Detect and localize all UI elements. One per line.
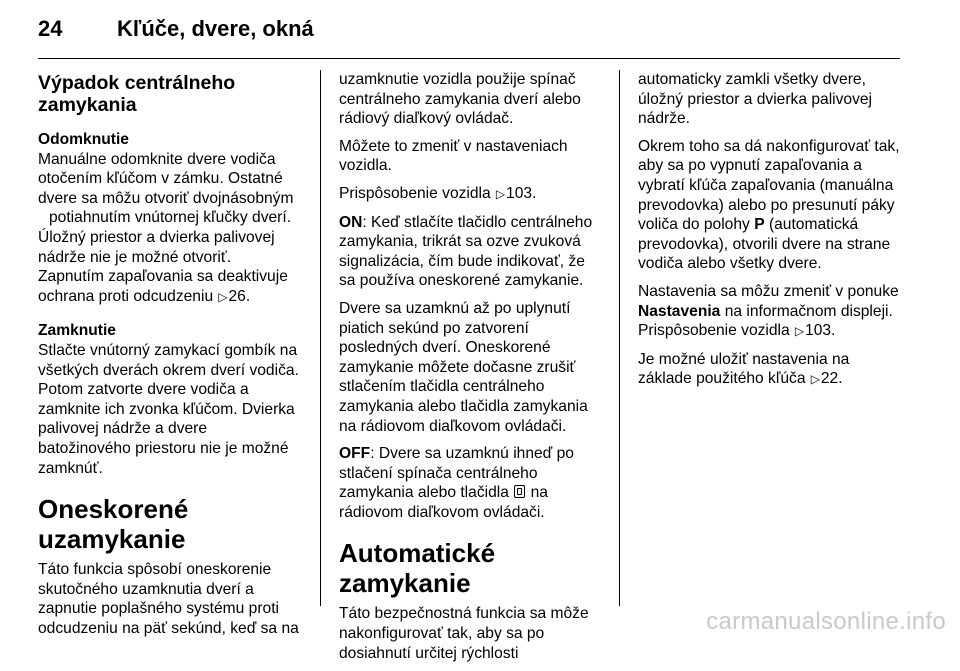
settings-menu-paragraph: Nastavenia sa môžu zmeniť v ponuke Nastavenia na informačnom displeji. Prispôsobenie vozidla ▷103. (638, 282, 903, 342)
delayed-continued-paragraph: uzamknutie vozidla použije spínač centrálneho zamykania dverí alebo rádiový diaľkový ovládač. (339, 71, 581, 128)
page-reference[interactable]: 22. (820, 370, 843, 388)
page-number: 24 (38, 16, 63, 41)
column-divider-1 (320, 70, 321, 606)
section-heading-automatic-locking: Automatické zamykanie (339, 538, 496, 599)
column-3 (638, 70, 903, 398)
on-label: ON (339, 213, 363, 231)
off-label: OFF (339, 445, 371, 463)
settings-note-paragraph: Môžete to zmeniť v nastaveniach vozidla. (339, 137, 568, 175)
page-reference[interactable]: 103. (805, 322, 836, 340)
settings-menu-name: Nastavenia (638, 302, 721, 320)
off-option-paragraph: OFF: Dvere sa uzamknú ihneď po stlačení spínača centrálneho zamykania alebo tlačidla na rádiovom diaľkovom ovládači. (339, 445, 574, 521)
page-ref-icon: ▷ (794, 324, 805, 339)
section-heading-delayed-locking: Oneskorené uzamykanie (38, 494, 189, 555)
column-2 (339, 70, 605, 671)
page-header (38, 12, 900, 60)
header-divider (38, 58, 900, 59)
delay-detail-paragraph: Dvere sa uzamknú až po uplynutí piatich sekúnd po zatvorení posledných dverí. Oneskorené zamykanie môžete dočasne zrušiť stlačením tlačidla centrálneho zamykania alebo tlačidla zamykania na rádiovom diaľkovom ovládači. (339, 299, 588, 435)
page-reference[interactable]: 103. (506, 184, 537, 202)
lock-heading: Zamknutie (38, 322, 116, 340)
unlock-heading: Odomknutie (38, 131, 129, 148)
on-option-paragraph: ON: Keď stlačíte tlačidlo centrálneho zamykania, trikrát sa ozve zvuková signalizácia, čím bude indikovať, že sa používa oneskorené zamykanie. (339, 213, 593, 290)
gear-position-p: P (754, 216, 765, 234)
key-settings-paragraph: Je možné uložiť nastavenia na základe použitého kľúča ▷22. (638, 350, 903, 390)
vehicle-personalization-ref: Prispôsobenie vozidla ▷103. (339, 184, 605, 205)
chapter-title: Kľúče, dvere, okná (117, 16, 314, 41)
page-ref-icon: ▷ (810, 372, 820, 387)
page-ref-icon: ▷ (218, 289, 228, 304)
automatic-continued-paragraph: automaticky zamkli všetky dvere, úložný priestor a dvierka palivovej nádrže. (638, 71, 873, 128)
unlock-paragraph: Manuálne odomknite dvere vodiča otočením kľúčom v zámku. Ostatné dvere sa môžu otvoriť dvojnásobným potiahnutím vnútornej kľučky dverí. Úložný priestor a dvierka palivovej nádrže nie je možné otvoriť. Zapnutím zapaľovania sa deaktivuje ochrana proti odcudzeniu ▷26. (38, 150, 302, 308)
section-heading-central-locking-failure: Výpadok centrálneho zamykania (38, 72, 236, 116)
page-reference[interactable]: 26. (228, 287, 251, 305)
lock-paragraph: Stlačte vnútorný zamykací gombík na všetkých dverách okrem dverí vodiča. Potom zatvorte dvere vodiča a zamknite ich zvonka kľúčom. Dvierka palivovej nádrže a dvere batožinového priestoru nie je možné zamknúť. (38, 341, 299, 477)
column-divider-2 (619, 70, 620, 606)
remote-lock-button-icon (514, 485, 525, 498)
watermark: carmanualsonline.info (706, 608, 946, 635)
automatic-paragraph: Táto bezpečnostná funkcia sa môže nakonfigurovať tak, aby sa po dosiahnutí určitej rýchlosti (339, 605, 589, 662)
unlock-config-paragraph: Okrem toho sa dá nakonfigurovať tak, aby sa po vypnutí zapaľovania a vybratí kľúča zapaľovania (manuálna prevodovka) alebo po presunutí páky voliča do polohy P (automatická prevodovka), otvorili dvere na strane vodiča alebo všetky dvere. (638, 137, 900, 273)
column-1 (38, 70, 302, 646)
page-ref-icon: ▷ (495, 186, 506, 201)
delayed-paragraph: Táto funkcia spôsobí oneskorenie skutočného uzamknutia dverí a zapnutie poplašného systému proti odcudzeniu na päť sekúnd, keď sa na (38, 561, 299, 637)
